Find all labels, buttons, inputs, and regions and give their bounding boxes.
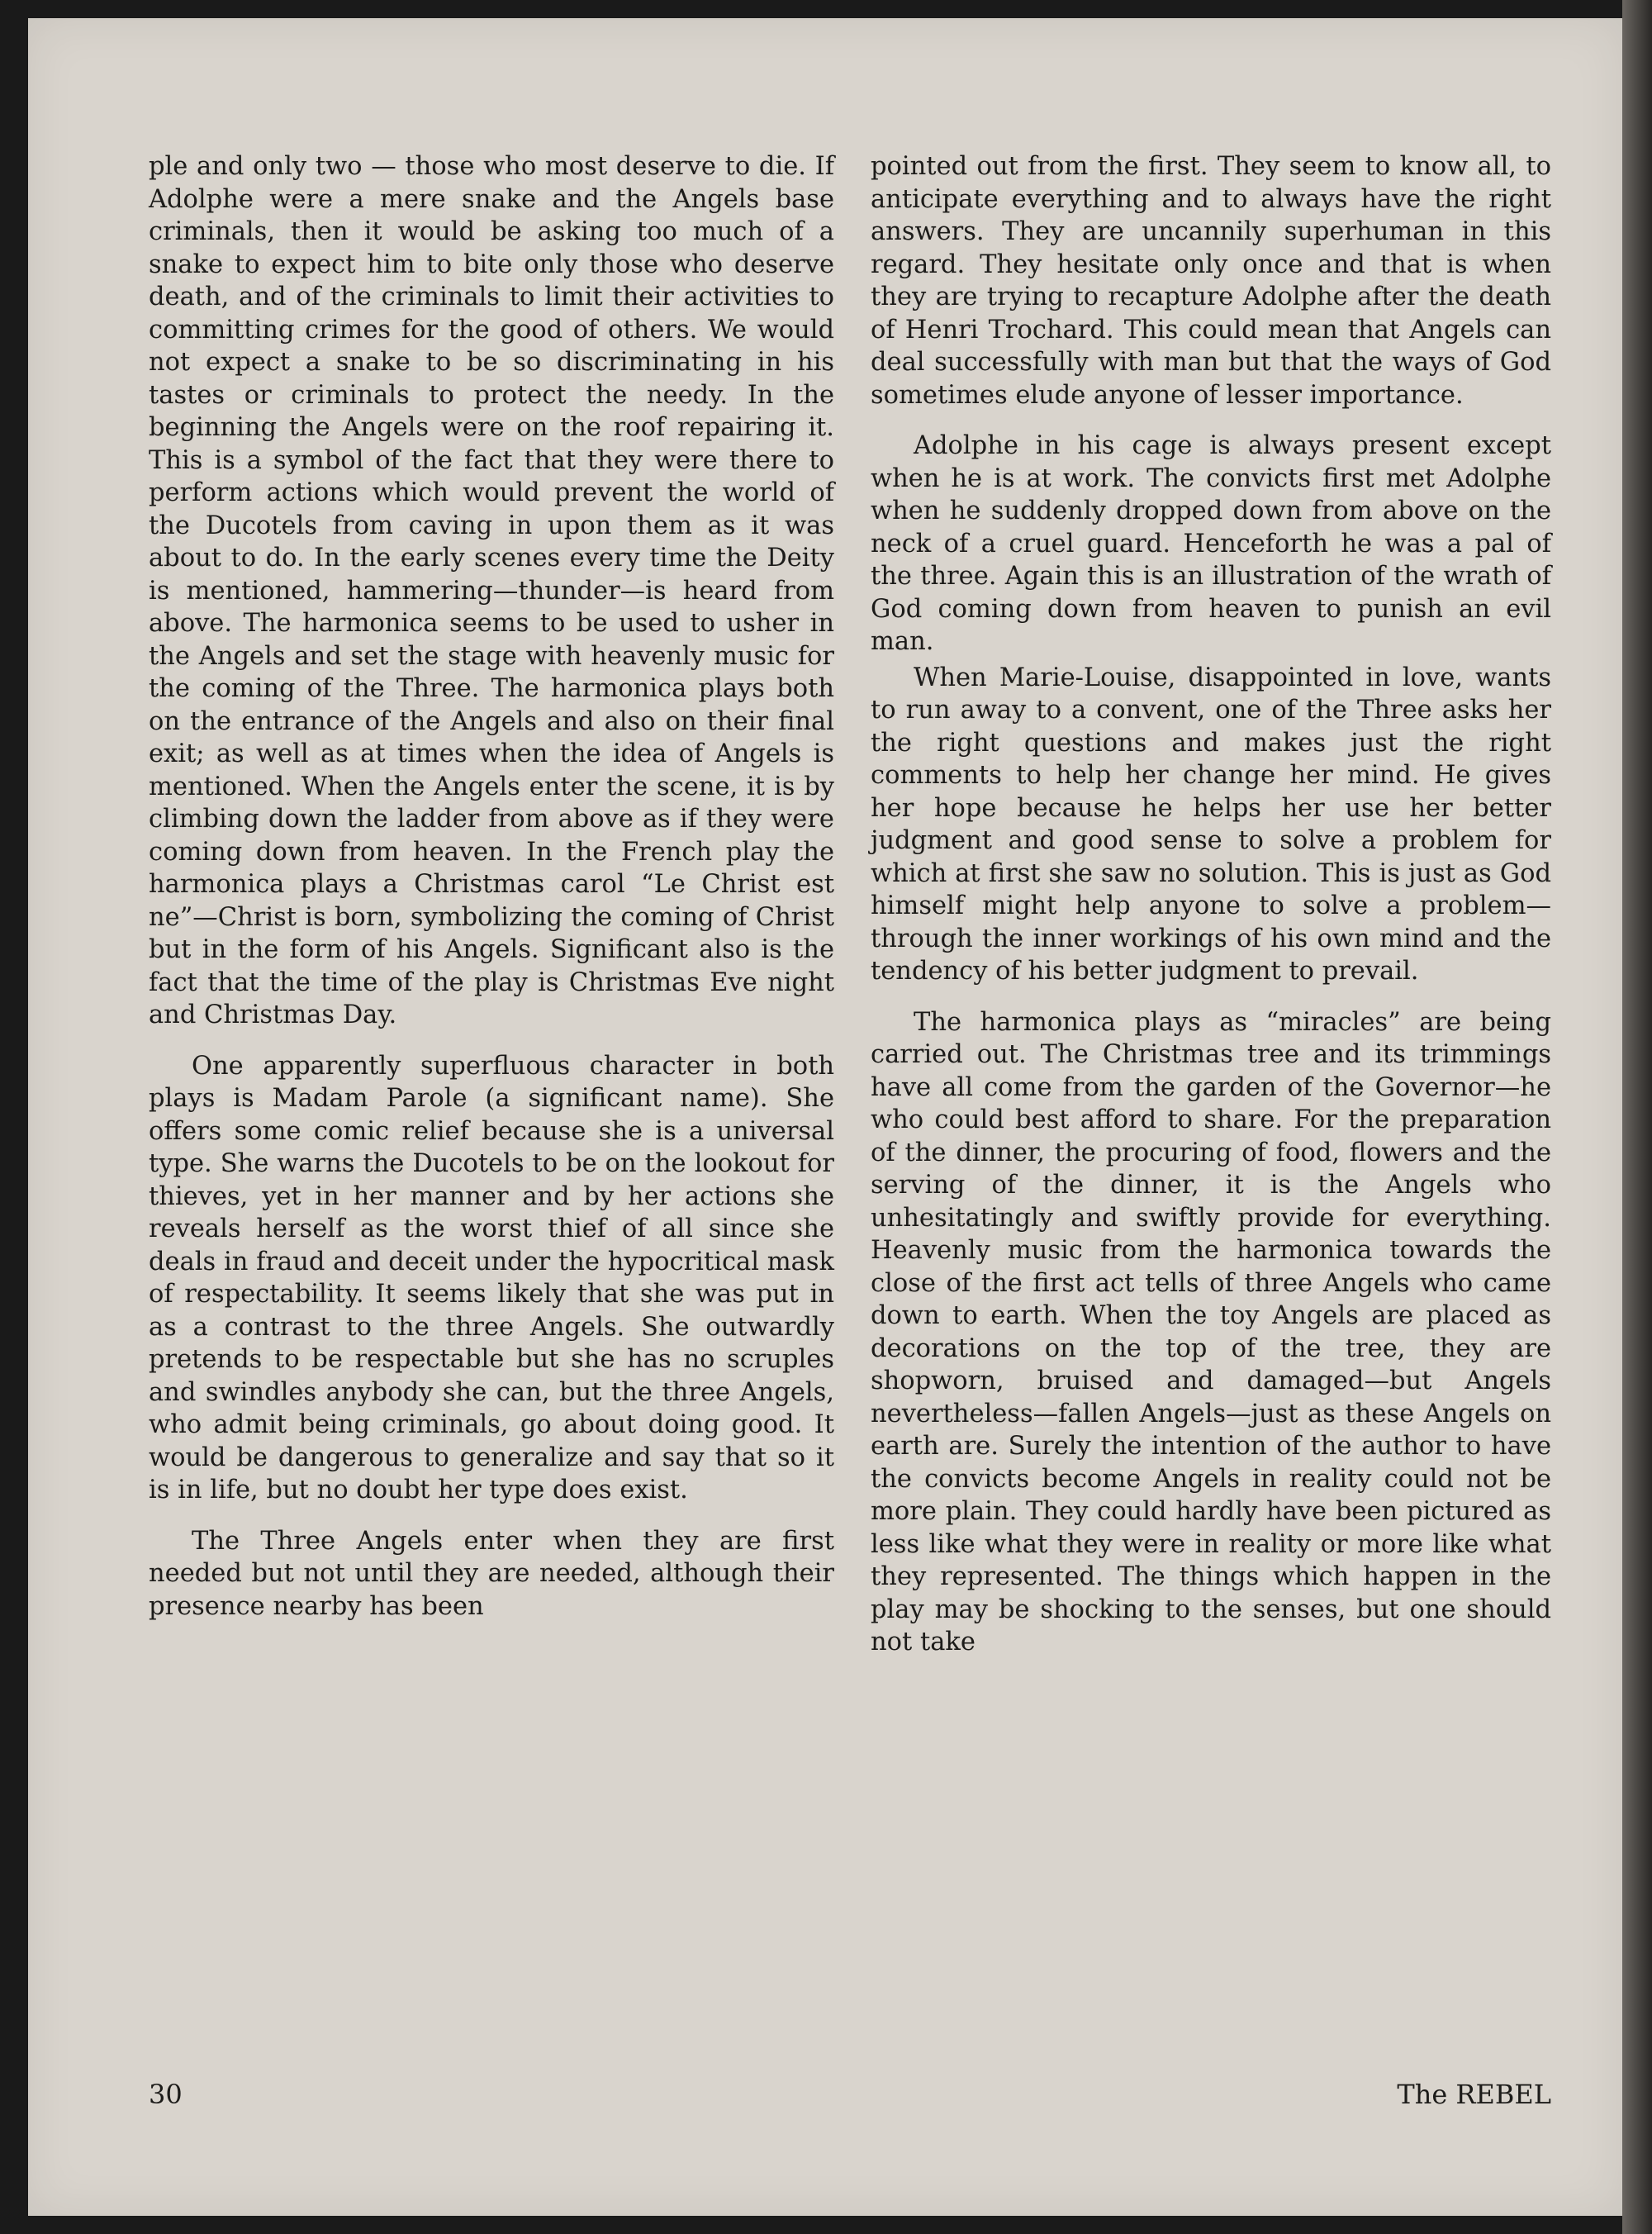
binding-edge xyxy=(1622,0,1652,2234)
page-number: 30 xyxy=(149,2079,183,2110)
paragraph: The Three Angels enter when they are first needed but not until they are needed, although their presence nearby has been xyxy=(149,1526,834,1621)
left-column xyxy=(149,150,834,1641)
paragraph: ple and only two — those who most deserve to die. If Adolphe were a mere snake and the Angels base criminals, then it would be asking too much of a snake to expect him to bite only those who deserve death, and of the criminals to limit their activities to committing crimes for the good of others. We would not expect a snake to be so discriminating in his tastes or criminals to protect the needy. In the beginning the Angels were on the roof repairing it. This is a symbol of the fact that they were there to perform actions which would prevent the world of the Ducotels from caving in upon them as it was about to do. In the early scenes every time the Deity is mentioned, hammering—thunder—is heard from above. The harmonica seems to be used to usher in the Angels and set the stage with heavenly music for the coming of the Three. The harmonica plays both on the entrance of the Angels and also on their final exit; as well as at times when the idea of Angels is mentioned. When the Angels enter the scene, it is by climbing down the ladder from above as if they were coming down from heaven. In the French play the harmonica plays a Christmas carol “Le Christ est ne”—Christ is born, symbolizing the coming of Christ but in the form of his Angels. Significant also is the fact that the time of the play is Christmas Eve night and Christmas Day. xyxy=(149,152,834,1029)
magazine-page xyxy=(28,18,1622,2216)
paragraph: One apparently superfluous character in both plays is Madam Parole (a significant name). She offers some comic relief because she is a universal type. She warns the Ducotels to be on the lookout for thieves, yet in her manner and by her actions she reveals herself as the worst thief of all since she deals in fraud and deceit under the hypocritical mask of respectability. It seems likely that she was put in as a contrast to the three Angels. She outwardly pretends to be respectable but she has no scruples and swindles anybody she can, but the three Angels, who admit being criminals, go about doing good. It would be dangerous to generalize and say that so it is in life, but no doubt her type does exist. xyxy=(149,1051,834,1504)
paragraph: When Marie-Louise, disappointed in love, wants to run away to a convent, one of the Three asks her the right questions and makes just the right comments to help her change her mind. He gives her hope because he helps her use her better judgment and good sense to solve a problem for which at first she saw no solution. This is just as God himself might help anyone to solve a problem—through the inner workings of his own mind and the tendency of his better judgment to prevail. xyxy=(871,663,1551,986)
paragraph: Adolphe in his cage is always present except when he is at work. The convicts first met Adolphe when he suddenly dropped down from above on the neck of a cruel guard. Henceforth he was a pal of the three. Again this is an illustration of the wrath of God coming down from heaven to punish an evil man. xyxy=(871,431,1551,656)
paragraph: The harmonica plays as “miracles” are being carried out. The Christmas tree and its trimmings have all come from the garden of the Governor—he who could best afford to share. For the preparation of the dinner, the procuring of food, flowers and the serving of the dinner, it is the Angels who unhesitatingly and swiftly provide for everything. Heavenly music from the harmonica towards the close of the first act tells of three Angels who came down to earth. When the toy Angels are placed as decorations on the top of the tree, they are shopworn, bruised and damaged—but Angels nevertheless—fallen Angels—just as these Angels on earth are. Surely the intention of the author to have the convicts become Angels in reality could not be more plain. They could hardly have been pictured as less like what they were in reality or more like what they represented. The things which happen in the play may be shocking to the senses, but one should not take xyxy=(871,1007,1551,1656)
publication-name: The REBEL xyxy=(1397,2079,1551,2110)
paragraph: pointed out from the first. They seem to know all, to anticipate everything and to always have the right answers. They are uncannily superhuman in this regard. They hesitate only once and that is when they are trying to recapture Adolphe after the death of Henri Trochard. This could mean that Angels can deal successfully with man but that the ways of God sometimes elude anyone of lesser importance. xyxy=(871,152,1551,410)
right-column xyxy=(871,150,1551,1677)
